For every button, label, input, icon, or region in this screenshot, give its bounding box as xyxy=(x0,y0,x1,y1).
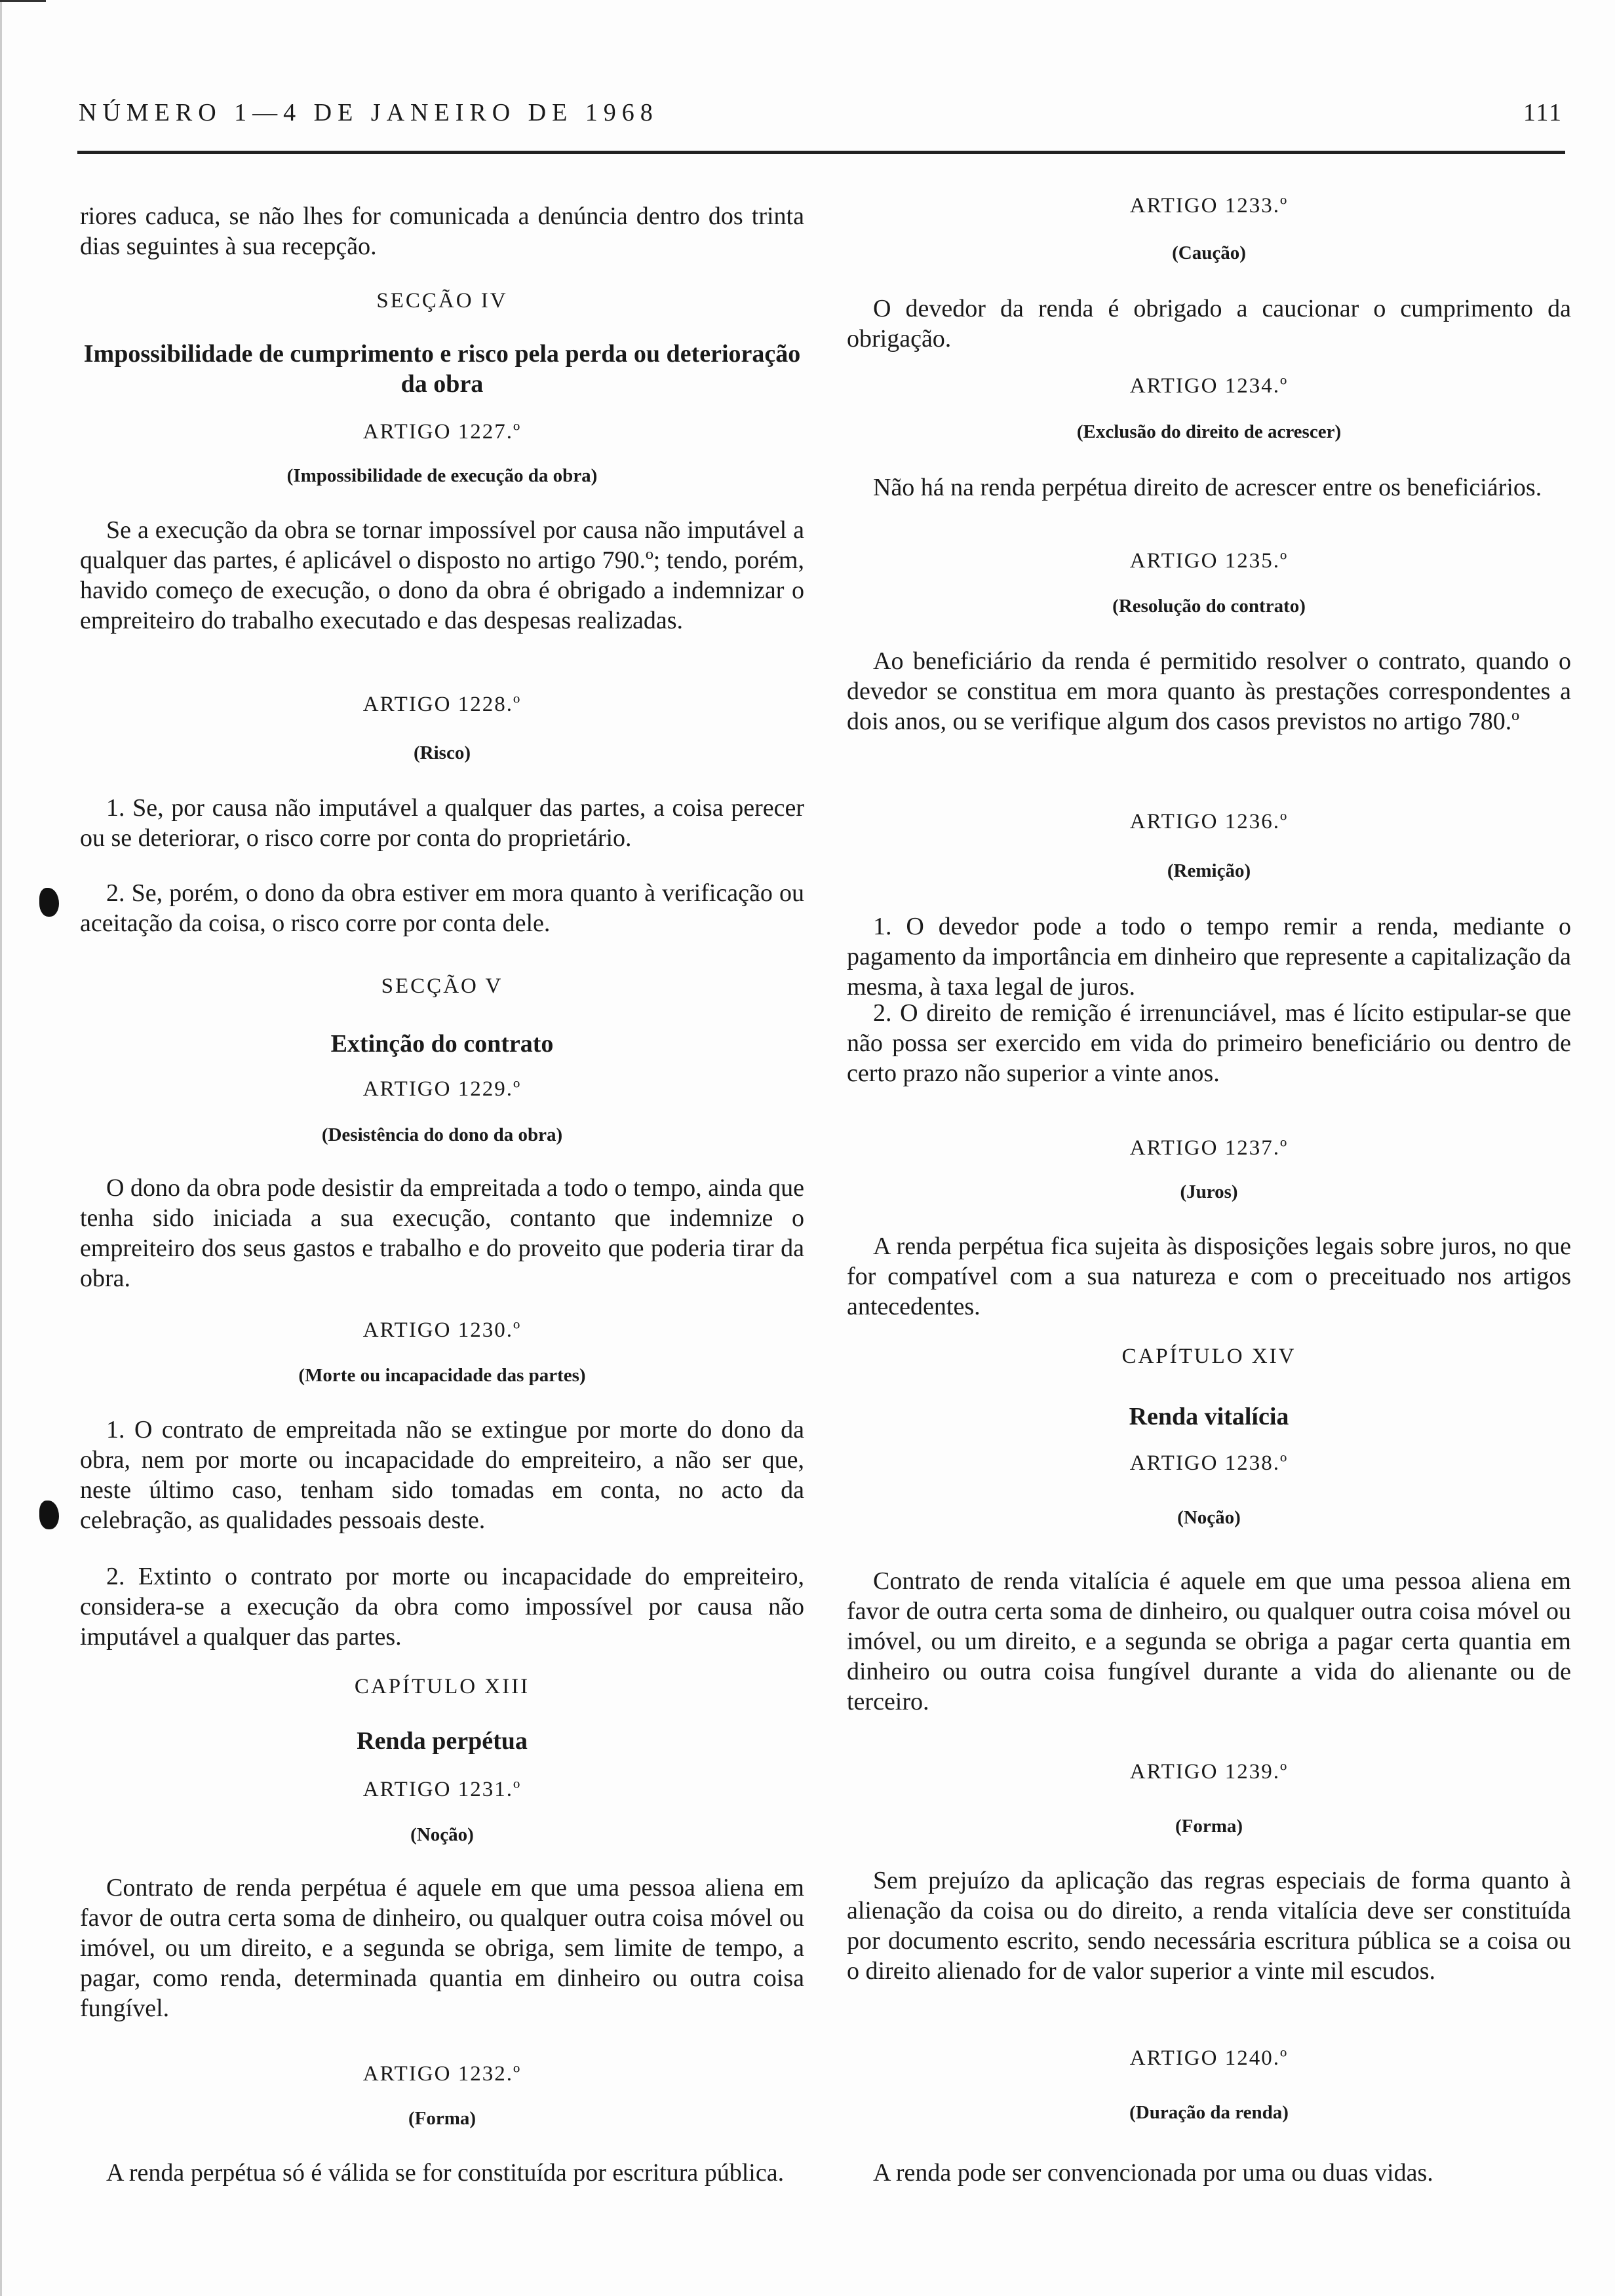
article-number: ARTIGO 1231.º xyxy=(362,1778,522,1801)
paragraph: Não há na renda perpétua direito de acrescer entre os beneficiários. xyxy=(873,474,1542,501)
section-heading: SECÇÃO IV xyxy=(376,289,508,313)
article-heading: (Forma) xyxy=(408,2108,477,2129)
section-title: Renda perpétua xyxy=(357,1727,528,1755)
section-title: Renda vitalícia xyxy=(1129,1403,1289,1430)
article-number: ARTIGO 1228.º xyxy=(362,693,522,716)
article-heading: (Risco) xyxy=(414,742,471,763)
paragraph: 2. Extinto o contrato por morte ou incapacidade do empreiteiro, considera-se a execução da obra como impossível por causa não imputável a qualquer das partes. xyxy=(80,1563,804,1651)
section-heading: CAPÍTULO XIII xyxy=(354,1675,530,1698)
paragraph: A renda perpétua fica sujeita às disposições legais sobre juros, no que for compatível com a sua natureza e com o preceituado nos artigos antecedentes. xyxy=(847,1233,1571,1320)
article-number: ARTIGO 1234.º xyxy=(1129,374,1289,398)
paragraph: 1. Se, por causa não imputável a qualquer das partes, a coisa perecer ou se deteriorar, o risco corre por conta do proprietário. xyxy=(80,794,804,852)
article-heading: (Desistência do dono da obra) xyxy=(321,1124,563,1145)
article-number: ARTIGO 1240.º xyxy=(1129,2046,1289,2070)
article-number: ARTIGO 1238.º xyxy=(1129,1451,1289,1475)
running-header-title: NÚMERO 1—4 DE JANEIRO DE 1968 xyxy=(79,99,659,126)
section-title: Impossibilidade de cumprimento e risco pela perda ou deterioração da obra xyxy=(83,340,801,398)
article-number: ARTIGO 1237.º xyxy=(1129,1136,1289,1160)
article-heading: (Morte ou incapacidade das partes) xyxy=(298,1365,586,1386)
page-number: 111 xyxy=(1523,99,1563,126)
section-heading: SECÇÃO V xyxy=(381,974,503,998)
article-heading: (Caução) xyxy=(1172,242,1246,263)
article-heading: (Noção) xyxy=(1177,1507,1241,1528)
article-number: ARTIGO 1233.º xyxy=(1129,194,1289,218)
article-number: ARTIGO 1239.º xyxy=(1129,1760,1289,1784)
paragraph: Sem prejuízo da aplicação das regras especiais de forma quanto à alienação da coisa ou do direito, a renda vitalícia deve ser constituída por documento escrito, sendo necessária escritura pública se a coisa ou o direito alienado for de valor superior a vinte mil escudos. xyxy=(847,1867,1571,1985)
paragraph: O devedor da renda é obrigado a caucionar o cumprimento da obrigação. xyxy=(847,295,1571,353)
paragraph: O dono da obra pode desistir da empreitada a todo o tempo, ainda que tenha sido iniciada a sua execução, contanto que indemnize o empreiteiro dos seus gastos e trabalho e do proveito que poderia tirar da obra. xyxy=(80,1174,804,1292)
article-number: ARTIGO 1232.º xyxy=(362,2062,522,2086)
article-heading: (Resolução do contrato) xyxy=(1112,596,1306,617)
article-heading: (Duração da renda) xyxy=(1129,2102,1289,2123)
paragraph: A renda perpétua só é válida se for constituída por escritura pública. xyxy=(106,2159,785,2187)
margin-punch-mark xyxy=(39,888,59,917)
article-heading: (Noção) xyxy=(410,1824,474,1845)
article-number: ARTIGO 1236.º xyxy=(1129,810,1289,833)
paragraph: Contrato de renda vitalícia é aquele em que uma pessoa aliena em favor de outra certa soma de dinheiro, ou qualquer outra coisa móvel ou imóvel, ou um direito, e a segunda se obriga a pagar certa quantia em dinheiro ou outra coisa fungível durante a vida do alienante ou de terceiro. xyxy=(847,1567,1571,1715)
article-number: ARTIGO 1235.º xyxy=(1129,549,1289,573)
paragraph: 2. O direito de remição é irrenunciável, mas é lícito estipular-se que não possa ser exercido em vida do primeiro beneficiário ou dentro de certo prazo não superior a vinte anos. xyxy=(847,999,1571,1087)
article-heading: (Remição) xyxy=(1167,860,1251,881)
margin-punch-mark xyxy=(39,1501,59,1529)
section-heading: CAPÍTULO XIV xyxy=(1121,1345,1296,1368)
article-number: ARTIGO 1230.º xyxy=(362,1318,522,1342)
paragraph: A renda pode ser convencionada por uma ou duas vidas. xyxy=(873,2159,1433,2187)
paragraph: Ao beneficiário da renda é permitido resolver o contrato, quando o devedor se constitua em mora quanto às prestações correspondentes a dois anos, ou se verifique algum dos casos previstos no artigo 780.º xyxy=(847,647,1571,735)
paragraph: Contrato de renda perpétua é aquele em que uma pessoa aliena em favor de outra certa soma de dinheiro, ou qualquer outra coisa móvel ou imóvel, ou um direito, e a segunda se obriga, sem limite de tempo, a pagar, como renda, determinada quantia em dinheiro ou outra coisa fungível. xyxy=(80,1874,804,2022)
paragraph: 1. O contrato de empreitada não se extingue por morte do dono da obra, nem por morte ou incapacidade do empreiteiro, a não ser que, neste último caso, tenham sido tomadas em conta, no acto da celebração, as qualidades pessoais deste. xyxy=(80,1416,804,1534)
header-rule xyxy=(77,151,1565,154)
paragraph: Se a execução da obra se tornar impossível por causa não imputável a qualquer das partes, é aplicável o disposto no artigo 790.º; tendo, porém, havido começo de execução, o dono da obra é obrigado a indemnizar o empreiteiro do trabalho executado e das despesas realizadas. xyxy=(80,516,804,634)
scan-corner-mark xyxy=(0,0,46,2)
article-heading: (Juros) xyxy=(1180,1181,1238,1202)
article-heading: (Forma) xyxy=(1175,1816,1243,1837)
article-number: ARTIGO 1227.º xyxy=(362,420,522,444)
article-heading: (Impossibilidade de execução da obra) xyxy=(286,465,598,486)
article-number: ARTIGO 1229.º xyxy=(362,1077,522,1101)
paragraph-continued: riores caduca, se não lhes for comunicada a denúncia dentro dos trinta dias seguintes à sua recepção. xyxy=(80,202,804,260)
paragraph: 2. Se, porém, o dono da obra estiver em mora quanto à verificação ou aceitação da coisa, o risco corre por conta dele. xyxy=(80,879,804,937)
scan-edge xyxy=(0,0,2,2296)
paragraph: 1. O devedor pode a todo o tempo remir a renda, mediante o pagamento da importância em dinheiro que represente a capitalização da mesma, à taxa legal de juros. xyxy=(847,913,1571,1001)
article-heading: (Exclusão do direito de acrescer) xyxy=(1076,421,1342,442)
section-title: Extinção do contrato xyxy=(330,1030,554,1058)
